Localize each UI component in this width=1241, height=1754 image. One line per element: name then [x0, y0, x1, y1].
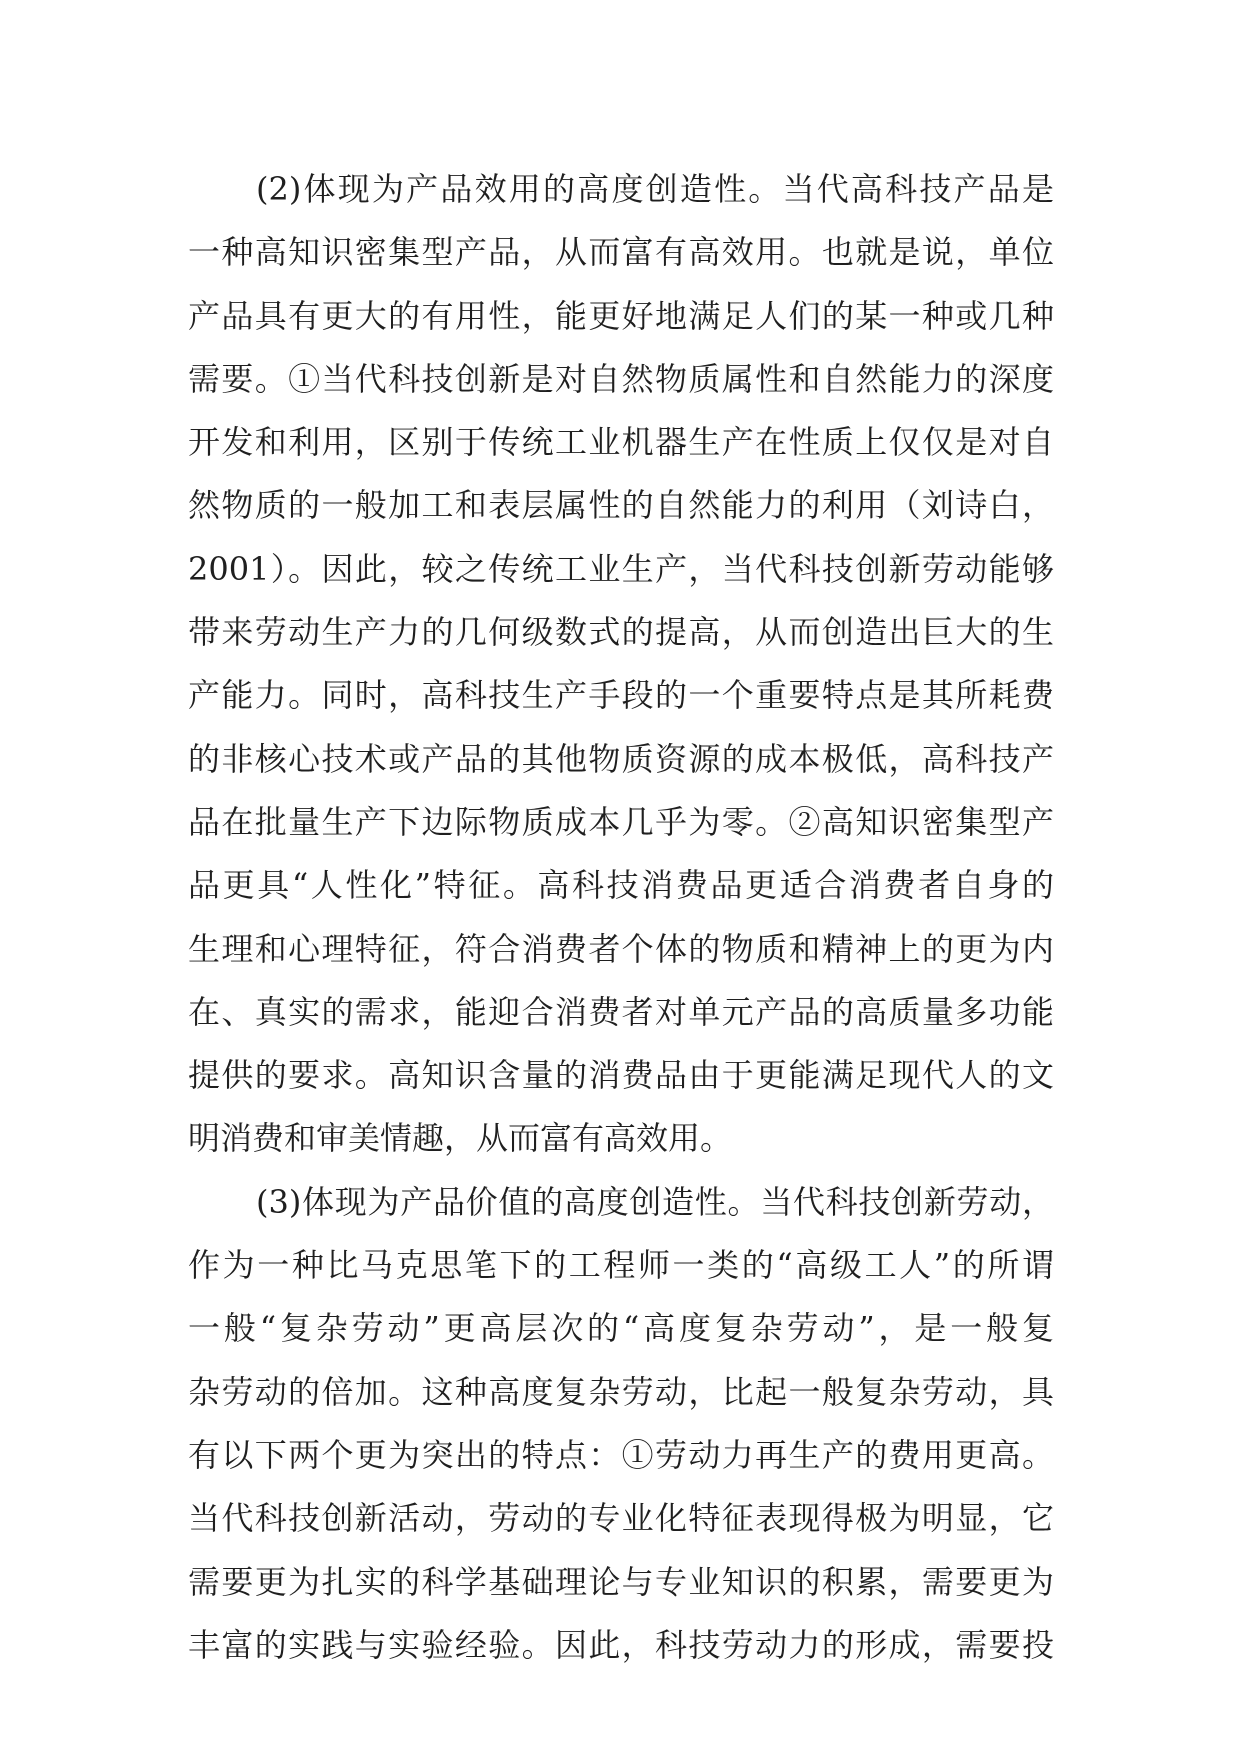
text-line: 提供的要求。高知识含量的消费品由于更能满足现代人的文: [188, 1056, 1054, 1095]
text-line: 品在批量生产下边际物质成本几乎为零。②高知识密集型产: [188, 802, 1054, 841]
paragraph-product-utility: [188, 158, 1054, 1171]
text-line: 一种高知识密集型产品，从而富有高效用。也就是说，单位: [188, 233, 1054, 272]
text-line: 作为一种比马克思笔下的工程师一类的“高级工人”的所谓: [188, 1246, 1054, 1285]
text-line: 的非核心技术或产品的其他物质资源的成本极低，高科技产: [188, 739, 1054, 778]
text-line: 品更具“人性化”特征。高科技消费品更适合消费者自身的: [188, 866, 1054, 905]
text-line: 带来劳动生产力的几何级数式的提高，从而创造出巨大的生: [188, 613, 1054, 652]
text-line: 然物质的一般加工和表层属性的自然能力的利用（刘诗白，: [188, 486, 1054, 525]
text-line: 开发和利用，区别于传统工业机器生产在性质上仅仅是对自: [188, 423, 1054, 462]
paragraph-product-value: [188, 1171, 1054, 1677]
text-line: 杂劳动的倍加。这种高度复杂劳动，比起一般复杂劳动，具: [188, 1372, 1054, 1411]
text-line: 在、真实的需求，能迎合消费者对单元产品的高质量多功能: [188, 992, 1054, 1031]
text-line: 需要更为扎实的科学基础理论与专业知识的积累，需要更为: [188, 1562, 1054, 1601]
body-text: [188, 158, 1054, 1677]
text-line: 2001）。因此，较之传统工业生产，当代科技创新劳动能够: [188, 549, 1054, 588]
text-line: (2)体现为产品效用的高度创造性。当代高科技产品是: [256, 170, 1054, 208]
text-line: (3)体现为产品价值的高度创造性。当代科技创新劳动，: [256, 1182, 1054, 1221]
text-line: 需要。①当代科技创新是对自然物质属性和自然能力的深度: [188, 359, 1054, 398]
text-line: 有以下两个更为突出的特点：①劳动力再生产的费用更高。: [188, 1435, 1054, 1474]
text-line: 丰富的实践与实验经验。因此，科技劳动力的形成，需要投: [188, 1625, 1054, 1664]
text-line: 当代科技创新活动，劳动的专业化特征表现得极为明显，它: [188, 1499, 1054, 1538]
text-line: 产能力。同时，高科技生产手段的一个重要特点是其所耗费: [188, 676, 1054, 715]
text-line: 产品具有更大的有用性，能更好地满足人们的某一种或几种: [188, 296, 1054, 335]
text-line: 一般“复杂劳动”更高层次的“高度复杂劳动”，是一般复: [188, 1309, 1054, 1348]
text-line: 明消费和审美情趣，从而富有高效用。: [188, 1119, 733, 1158]
text-line: 生理和心理特征，符合消费者个体的物质和精神上的更为内: [188, 929, 1054, 968]
